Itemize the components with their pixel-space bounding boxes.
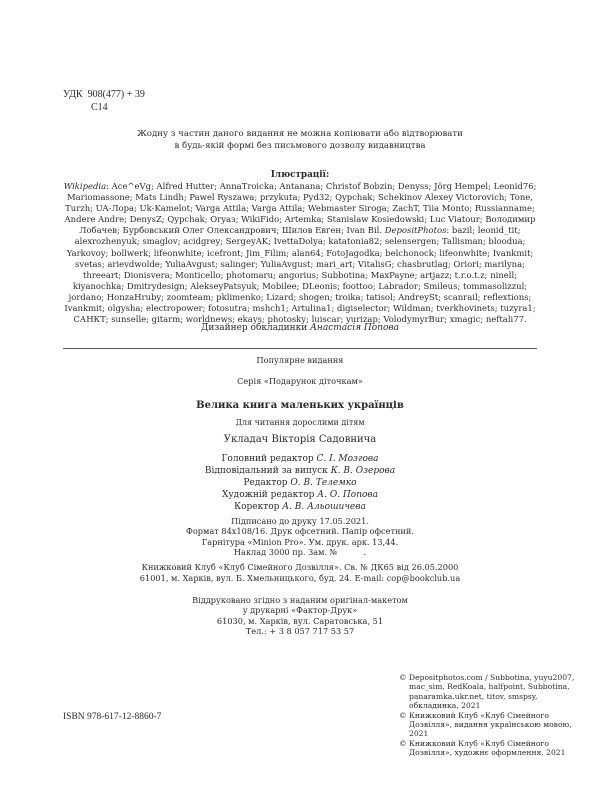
copyright-text: Книжковий Клуб «Клуб Сімейного Дозвілля», видання українською мовою, 2021 xyxy=(409,710,572,739)
wikipedia-label: Wikipedia xyxy=(63,181,107,191)
depositphotos-label: DepositPhotos xyxy=(384,225,447,236)
udk-code: 908(477) + 39 xyxy=(87,89,145,100)
printer-info xyxy=(0,595,600,637)
wikipedia-credits: : Ace^eVg; Alfred Hutter; AnnaTroicka; Antanana; Christof Bobzin; Denyss; Jörg Hempel; Leonid76; Mariomassone; Mats Lindh; Pawel Ryszawa; przykuta; Pyd32; Qypchak; Schekinov Alexey Victorovich; Tone, Turzh; UA-Лора; Uk-Kamelot; Varga Attila; Varga Attila; Webmaster Siroga; ZachT, Tiia Monto; Russianname; Andere Andre; DenysZ; Qypchak; Oryaз; WikiFido; Artemka; Stanislaw Kosiedowski; Luc Viatour; Володимир Лобачев; Бурбовський Олег Олександрович; Шилов Евген; Ivan Bil. xyxy=(64,181,537,236)
udk-line xyxy=(63,88,145,101)
copyright-item xyxy=(399,711,579,739)
print-info-line: Підписано до друку 17.05.2021. xyxy=(231,516,369,526)
isbn: ISBN 978-617-12-8860-7 xyxy=(63,712,162,722)
divider xyxy=(63,348,537,349)
printer-line: у друкарні «Фактор-Друк» xyxy=(242,605,358,616)
book-title: Велика книга маленьких українців xyxy=(196,400,404,411)
staff-item xyxy=(0,453,600,465)
staff-item xyxy=(0,465,600,477)
copyright-block xyxy=(399,673,579,758)
staff-person: К. В. Озерова xyxy=(330,466,396,476)
copyright-icon: © xyxy=(399,673,407,682)
copy-notice-line1: Жодну з частин даного видання не можна копіювати або відтворювати xyxy=(137,129,463,139)
publisher-info xyxy=(0,562,600,583)
copyright-item xyxy=(399,673,579,711)
illustrations-heading: Ілюстрації: xyxy=(270,170,330,180)
staff-person: А. О. Попова xyxy=(317,490,379,500)
copyright-text: Книжковий Клуб «Клуб Сімейного Дозвілля», художнє оформлення, 2021 xyxy=(409,738,566,758)
publisher-line: 61001, м. Харків, вул. Б. Хмельницького, буд. 24. E-mail: cop@bookclub.ua xyxy=(139,572,461,583)
series-name: Серія «Подарунок діточкам» xyxy=(237,376,363,386)
edition-type: Популярне видання xyxy=(256,355,344,365)
copy-notice xyxy=(0,128,600,152)
staff-role: Головний редактор xyxy=(221,454,317,464)
staff-role: Коректор xyxy=(234,502,283,512)
depositphotos-credits: : bazil; leonid_tit; alexrozhenyuk; smaglov; acidgrey; SergeyAK; IvettaDolya; katatonia82; selensergen; Tallisman; bloodua; Yarkovoy; bollwerk; lifeonwhite; icefront; Jim_Filim; alan64; FotoJagodka; belchonock; lifeonwhite; Ivankmit; svetas; arievdwolde; YuliaAvgust; salinger; YuliaAvgust; mari_art; VitalisG; chasbrutlag; Oriori; marilyna; threeart; Dionisvera; Monticello; photomaru; angorius; Subbotina; MaxPayne; artjazz; t.r.o.t.z; ninell; kiyanochka; Dmitrydesign; AlekseyPatsyuk; Mobilee; DLeonis; foottoo; Labrador; Smileus; tommasolizzul; jordano; HonzaHruby; zoomteam; pklimenko; Lizard; shogen; troika; tatisol; AndreySt; scanrail; reflextions; Ivankmit; olgysha; electropower; fotosutra; mshch1; Artulina1; digiselector; Wildman; tverkhovinets; tuzyra1; САНКТ; sunselle; gitarm; worldnews; ekays; photosky; luiscar; yurizap; VolodymyrBur; xmagic; neftali77. xyxy=(64,225,536,325)
staff-role: Відповідальний за випуск xyxy=(204,466,331,476)
staff-item xyxy=(0,501,600,513)
copyright-icon: © xyxy=(399,738,407,748)
udk-shelf: С14 xyxy=(91,102,108,113)
staff-list xyxy=(0,453,600,513)
udk-block xyxy=(63,88,145,114)
staff-role: Редактор xyxy=(243,478,291,488)
copyright-text: Depositphotos.com / Subbotina, yuyu2007, mac_sim, RedKoala, halfpoint, Subbotina, panaramka.ukr.net, titov, smspsy, обкладинка, 2021 xyxy=(409,673,575,711)
staff-person: А. В. Альошичева xyxy=(282,502,366,512)
printer-line: Віддруковано згідно з наданим оригінал-макетом xyxy=(192,595,408,605)
copyright-item xyxy=(399,739,579,758)
print-info-line: Формат 84х108/16. Друк офсетний. Папір офсетний. xyxy=(186,526,414,537)
cover-designer xyxy=(0,323,600,333)
reader-note: Для читання дорослими дітям xyxy=(235,418,365,427)
cover-designer-name: Анастасія Попова xyxy=(310,323,399,333)
staff-item xyxy=(0,477,600,489)
staff-role: Художній редактор xyxy=(221,490,318,500)
printer-line: 61030, м. Харків, вул. Саратовська, 51 xyxy=(216,615,384,626)
udk-label: УДК xyxy=(63,89,83,100)
publisher-line: Книжковий Клуб «Клуб Сімейного Дозвілля». Св. № ДК65 від 26.05.2000 xyxy=(141,562,459,572)
print-info-line: Гарнітура «Minion Pro». Ум. друк. арк. 13,44. xyxy=(201,536,399,547)
cover-designer-label: Дизайнер обкладинки xyxy=(201,323,311,333)
compiler: Укладач Вікторія Садовнича xyxy=(223,434,377,445)
staff-person: С. І. Мозгова xyxy=(316,454,379,464)
staff-person: О. В. Телемко xyxy=(290,478,357,488)
print-info xyxy=(0,516,600,558)
copyright-icon: © xyxy=(399,710,407,720)
staff-item xyxy=(0,489,600,501)
print-info-line: Наклад 3000 пр. Зам. № . xyxy=(233,547,367,558)
printer-line: Тел.: + 3 8 057 717 53 57 xyxy=(245,626,355,637)
illustrations-credits xyxy=(63,181,537,325)
copy-notice-line2: в будь-якій формі без письмового дозволу видавництва xyxy=(174,141,426,151)
